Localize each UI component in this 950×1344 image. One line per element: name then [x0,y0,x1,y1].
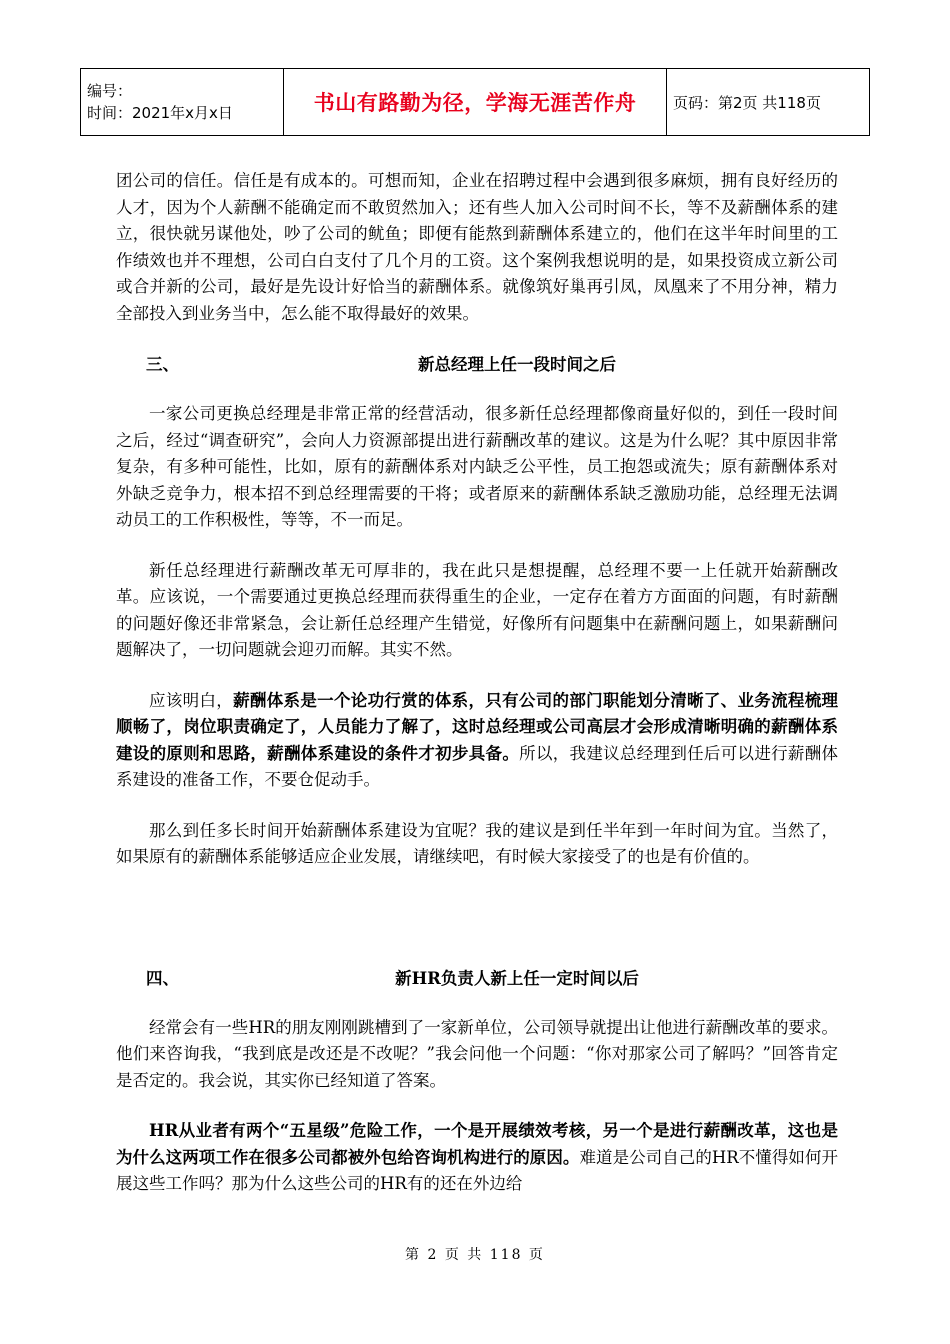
paragraph-6: 经常会有一些HR的朋友刚刚跳槽到了一家新单位，公司领导就提出让他进行薪酬改革的要求。他们来咨询我，“我到底是改还是不改呢？”我会问他一个问题：“你对那家公司了解吗？”回答肯定是否定的。我会说，其实你已经知道了答案。 [116,1017,838,1090]
header-page-info: 页码：第2页 共118页 [667,69,870,136]
header-meta [81,69,284,136]
section-number-4: 四、 [146,968,179,988]
spacer [116,895,838,965]
paragraph-2: 一家公司更换总经理是非常正常的经营活动，很多新任总经理都像商量好似的，到任一段时间之后，经过“调查研究”，会向人力资源部提出进行薪酬改革的建议。这是为什么呢？其中原因非常复杂，有多种可能性，比如，原有的薪酬体系对内缺乏公平性，员工抱怨或流失；原有薪酬体系对外缺乏竞争力，根本招不到总经理需要的干将；或者原来的薪酬体系缺乏激励功能，总经理无法调动员工的工作积极性，等等，不一而足。 [116,404,838,529]
section-title-3: 新总经理上任一段时间之后 [418,355,616,374]
header-motto: 书山有路勤为径，学海无涯苦作舟 [284,69,667,136]
document-time-label: 时间：2021年x月x日 [87,104,233,122]
paragraph-4-tail: 所以，我建议总经理到任后可以进行薪酬体系建设的准备工作，不要仓促动手。 [116,743,839,789]
document-body [116,168,838,1222]
paragraph-3: 新任总经理进行薪酬改革无可厚非的，我在此只是想提醒，总经理不要一上任就开始薪酬改革。应该说，一个需要通过更换总经理而获得重生的企业，一定存在着方方面面的问题，有时薪酬的问题好像还非常紧急，会让新任总经理产生错觉，好像所有问题集中在薪酬问题上，如果薪酬问题解决了，一切问题就会迎刃而解。其实不然。 [116,560,838,659]
section-heading-3 [116,351,838,379]
section-heading-4 [116,965,838,993]
paragraph-4 [116,688,838,794]
section-number-3: 三、 [146,355,179,374]
page-footer: 第 2 页 共 118 页 [405,1247,545,1263]
section-title-4: 新HR负责人新上任一定时间以后 [395,968,639,988]
document-number-label: 编号： [87,82,133,100]
paragraph-7 [116,1118,838,1198]
paragraph-7-tail: 难道是公司自己的HR不懂得如何开展这些工作吗？那为什么这些公司的HR有的还在外边给 [116,1147,839,1193]
paragraph-4-lead: 应该明白， [149,690,234,710]
paragraph-5: 那么到任多长时间开始薪酬体系建设为宜呢？我的建议是到任半年到一年时间为宜。当然了，如果原有的薪酬体系能够适应企业发展，请继续吧，有时候大家接受了的也是有价值的。 [116,820,838,866]
paragraph-4-bold: 薪酬体系是一个论功行赏的体系，只有公司的部门职能划分清晰了、业务流程梳理顺畅了，岗位职责确定了，人员能力了解了，这时总经理或公司高层才会形成清晰明确的薪酬体系建设的原则和思路，薪酬体系建设的条件才初步具备。 [116,690,838,763]
page-header [80,68,870,136]
paragraph-1: 团公司的信任。信任是有成本的。可想而知，企业在招聘过程中会遇到很多麻烦，拥有良好经历的人才，因为个人薪酬不能确定而不敢贸然加入；还有些人加入公司时间不长，等不及薪酬体系的建立，很快就另谋他处，吵了公司的鱿鱼；即便有能熬到薪酬体系建立的，他们在这半年时间里的工作绩效也并不理想，公司白白支付了几个月的工资。这个案例我想说明的是，如果投资成立新公司或合并新的公司，最好是先设计好恰当的薪酬体系。就像筑好巢再引凤，凤凰来了不用分神，精力全部投入到业务当中，怎么能不取得最好的效果。 [116,171,838,323]
paragraph-7-bold: HR从业者有两个“五星级”危险工作，一个是开展绩效考核，另一个是进行薪酬改革，这也是为什么这两项工作在很多公司都被外包给咨询机构进行的原因。 [116,1121,838,1167]
